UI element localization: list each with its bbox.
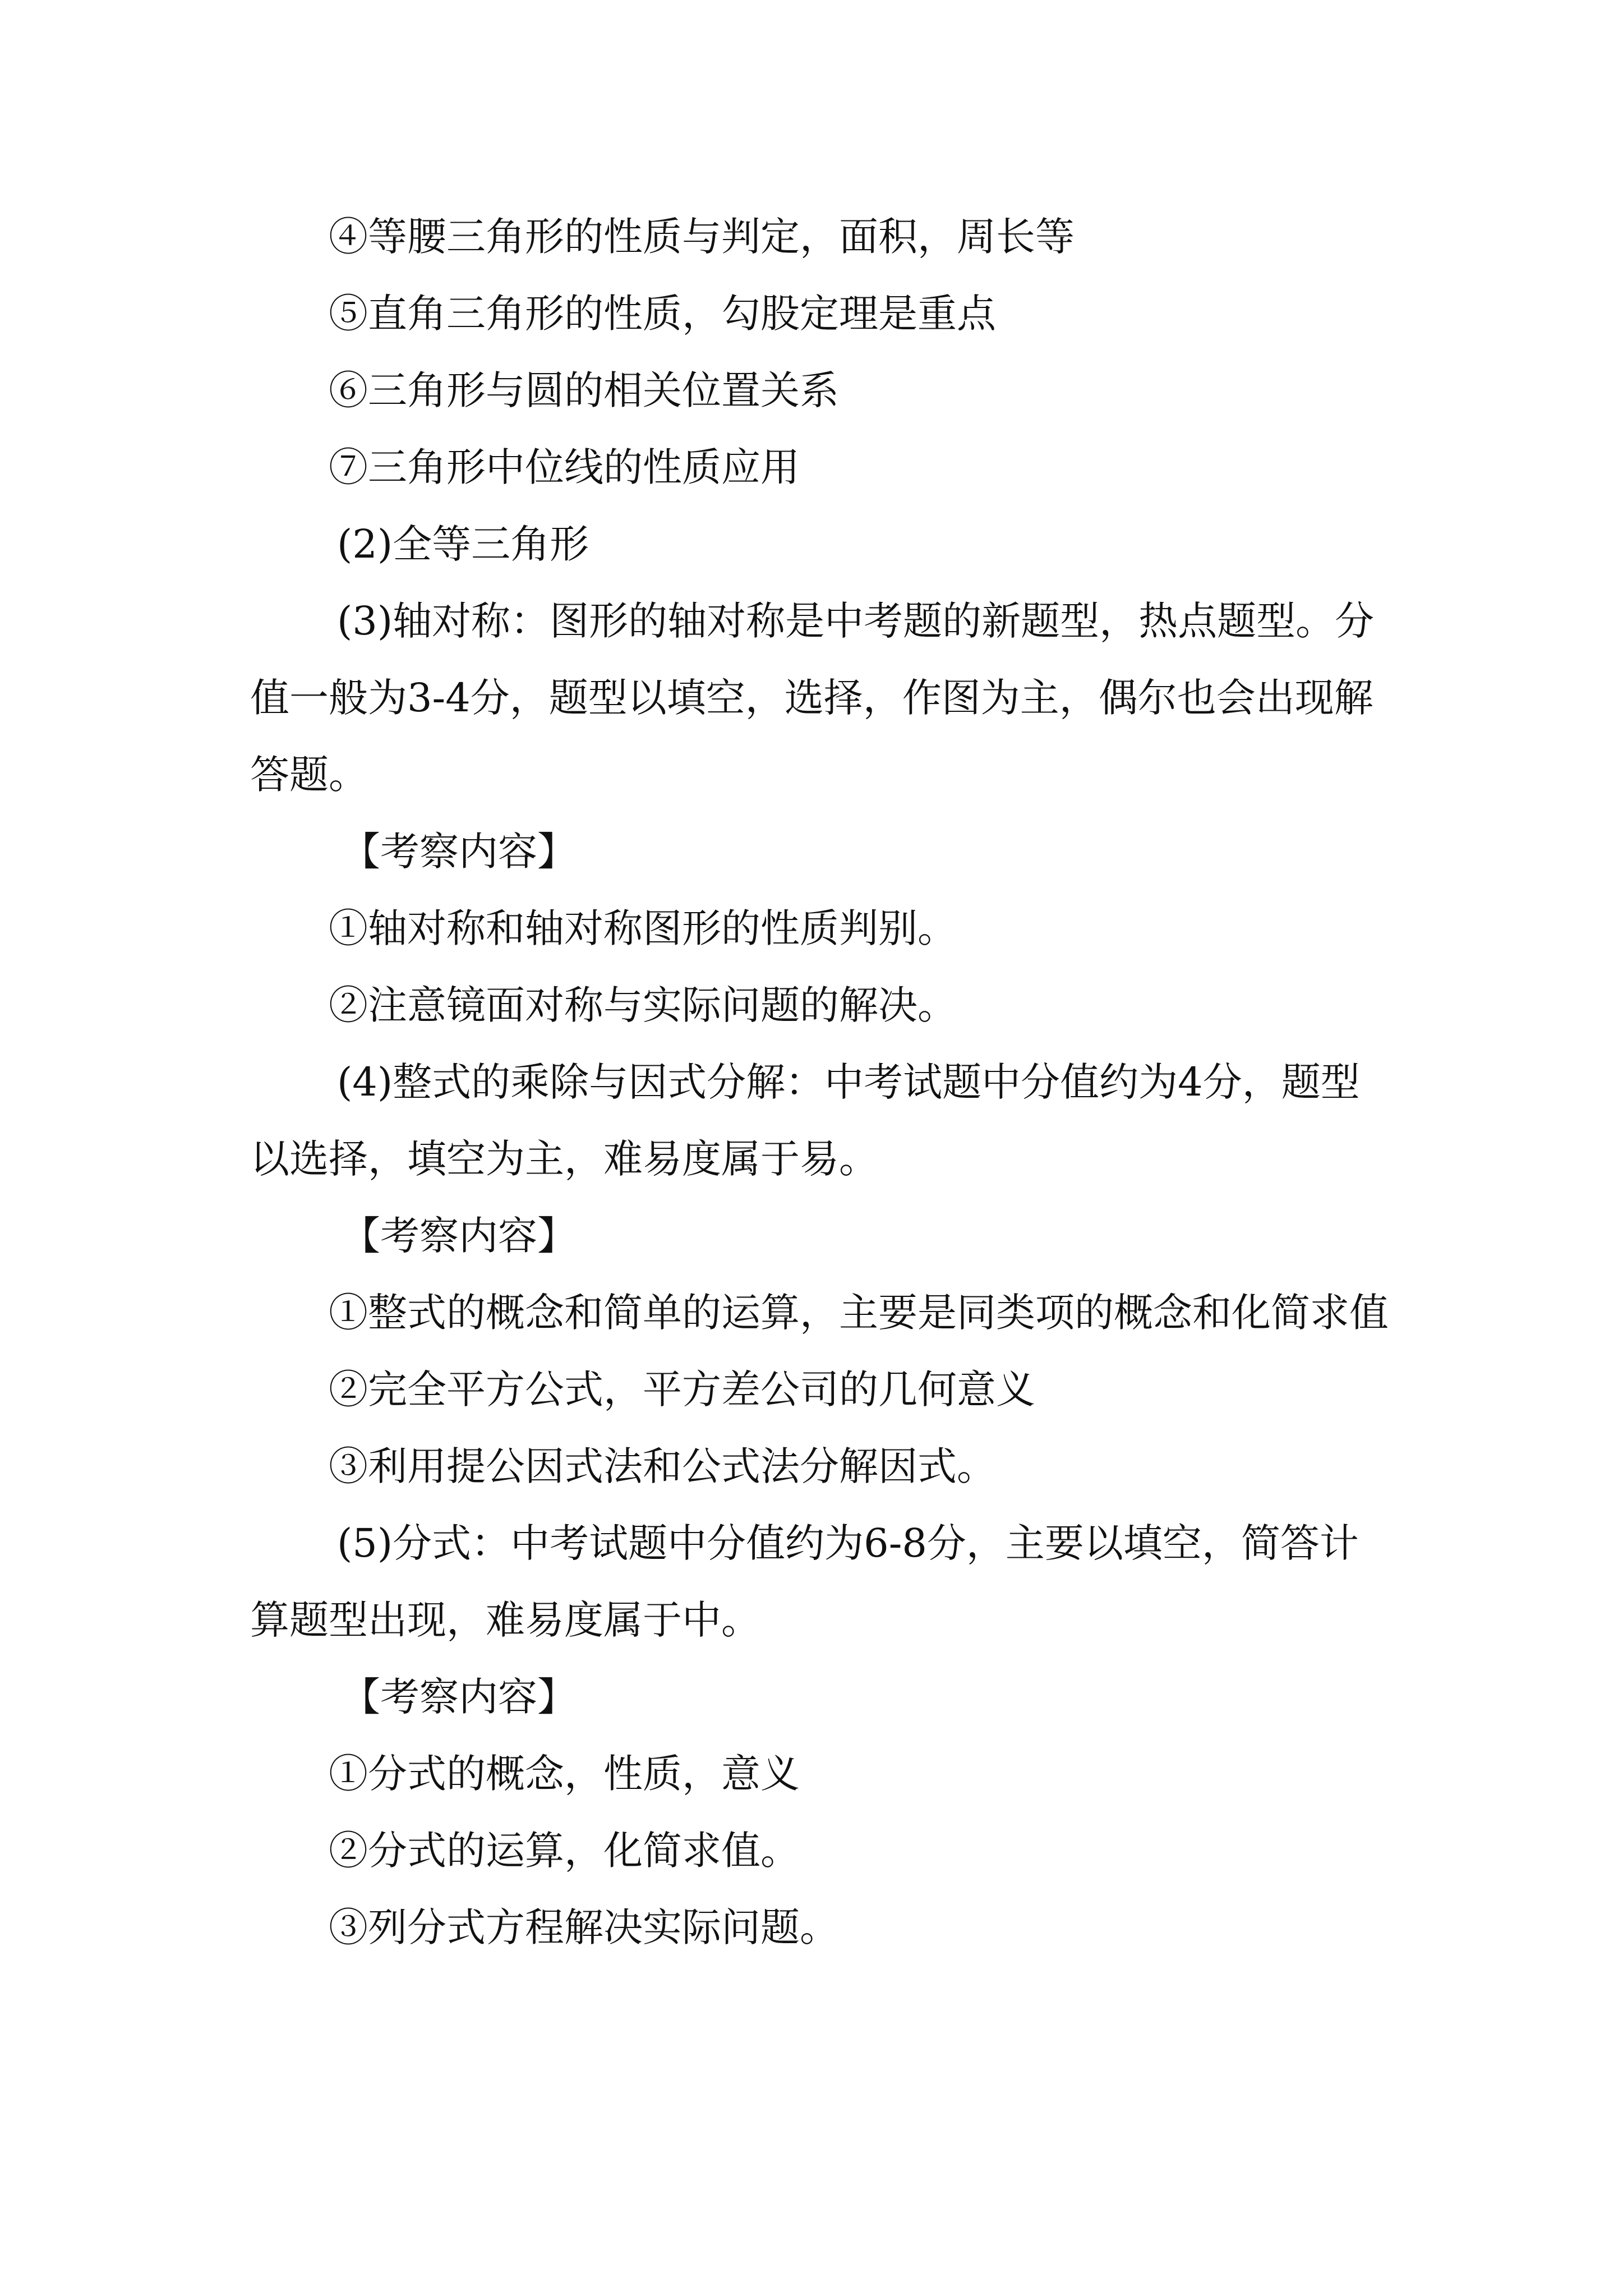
- list-item: ②注意镜面对称与实际问题的解决。: [329, 982, 957, 1028]
- list-item: ①分式的概念，性质，意义: [329, 1751, 800, 1797]
- paragraph: (4)整式的乘除与因式分解：中考试题中分值约为4分，题型以选择，填空为主，难易度属于易。: [250, 1059, 1360, 1182]
- list-item: ①整式的概念和简单的运算，主要是同类项的概念和化简求值: [329, 1290, 1389, 1336]
- section-label: 【考察内容】: [341, 1213, 577, 1259]
- section-label: 【考察内容】: [341, 829, 577, 875]
- list-item: ①轴对称和轴对称图形的性质判别。: [329, 905, 957, 951]
- paragraph: (3)轴对称：图形的轴对称是中考题的新题型，热点题型。分值一般为3-4分，题型以填空，选择，作图为主，偶尔也会出现解答题。: [250, 598, 1375, 798]
- list-item: ⑥三角形与圆的相关位置关系: [329, 367, 839, 413]
- list-item: ②分式的运算，化简求值。: [329, 1828, 800, 1874]
- list-item: ③列分式方程解决实际问题。: [329, 1904, 839, 1950]
- list-item: ⑤直角三角形的性质，勾股定理是重点: [329, 291, 996, 337]
- paragraph: (5)分式：中考试题中分值约为6-8分，主要以填空，简答计算题型出现，难易度属于中。: [250, 1520, 1359, 1643]
- section-heading: (2)全等三角形: [337, 521, 589, 567]
- list-item: ⑦三角形中位线的性质应用: [329, 444, 800, 490]
- list-item: ③利用提公因式法和公式法分解因式。: [329, 1443, 996, 1489]
- list-item: ④等腰三角形的性质与判定，面积，周长等: [329, 214, 1075, 260]
- section-label: 【考察内容】: [341, 1674, 577, 1720]
- document-body: [250, 199, 1394, 1966]
- list-item: ②完全平方公式，平方差公司的几何意义: [329, 1366, 1035, 1412]
